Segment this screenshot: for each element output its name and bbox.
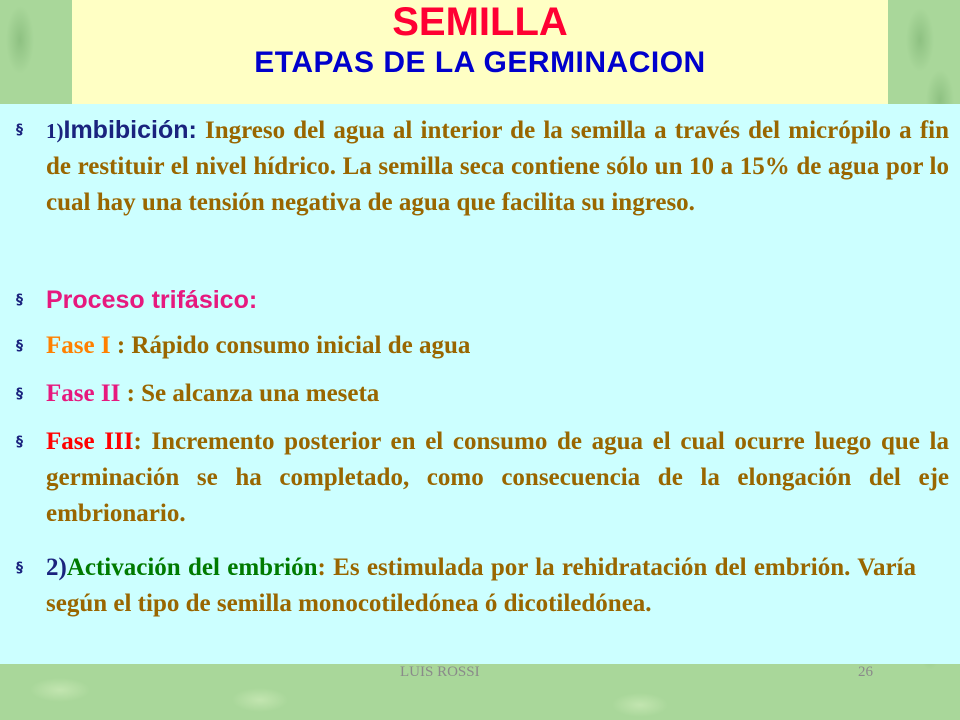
bullet-icon: § — [16, 386, 23, 402]
content-panel-tail — [0, 660, 960, 664]
item-body: Ingreso del agua al interior de la semilla a través del micrópilo a fin de restituir el nivel hídrico. La semilla seca contiene sólo un 10 a 15% de agua por lo cual hay una tensión negativa de agua que facilita su ingreso. — [46, 117, 950, 216]
slide-subtitle: ETAPAS DE LA GERMINACION — [254, 46, 706, 79]
content-panel — [0, 104, 960, 660]
item-label: Fase I — [46, 332, 111, 359]
item-text — [46, 550, 916, 622]
item-body: : Rápido consumo inicial de agua — [110, 332, 471, 359]
footer-author: LUIS ROSSI — [400, 664, 480, 680]
page-number: 26 — [858, 664, 873, 680]
bullet-icon: § — [16, 560, 23, 576]
item-text — [46, 112, 949, 221]
item-text — [46, 376, 949, 412]
bullet-icon: § — [16, 338, 23, 354]
item-text — [46, 424, 949, 532]
item-heading: Proceso trifásico: — [46, 286, 258, 314]
item-number: 2) — [46, 554, 67, 581]
item-body: : Se alcanza una meseta — [120, 380, 380, 407]
item-text — [46, 328, 949, 364]
item-text — [46, 282, 949, 319]
item-label: Fase II — [46, 380, 121, 407]
item-body: : Incremento posterior en el consumo de agua el cual ocurre luego que la germinación se ha completado, como consecuencia de la elongación del eje embrionario. — [46, 428, 949, 527]
slide-title: SEMILLA — [392, 0, 568, 44]
item-body: : Es estimulada por la rehidratación del embrión. Varía según el tipo de semilla monocotiledónea ó dicotiledónea. — [46, 554, 916, 617]
item-number: 1) — [46, 119, 64, 143]
bullet-icon: § — [16, 292, 23, 308]
bullet-icon: § — [16, 434, 23, 450]
bullet-icon: § — [16, 122, 23, 138]
item-label: Fase III — [46, 428, 134, 455]
item-heading: Imbibición: — [63, 116, 197, 144]
item-heading: Activación del embrión — [66, 554, 318, 581]
title-banner — [72, 0, 888, 104]
